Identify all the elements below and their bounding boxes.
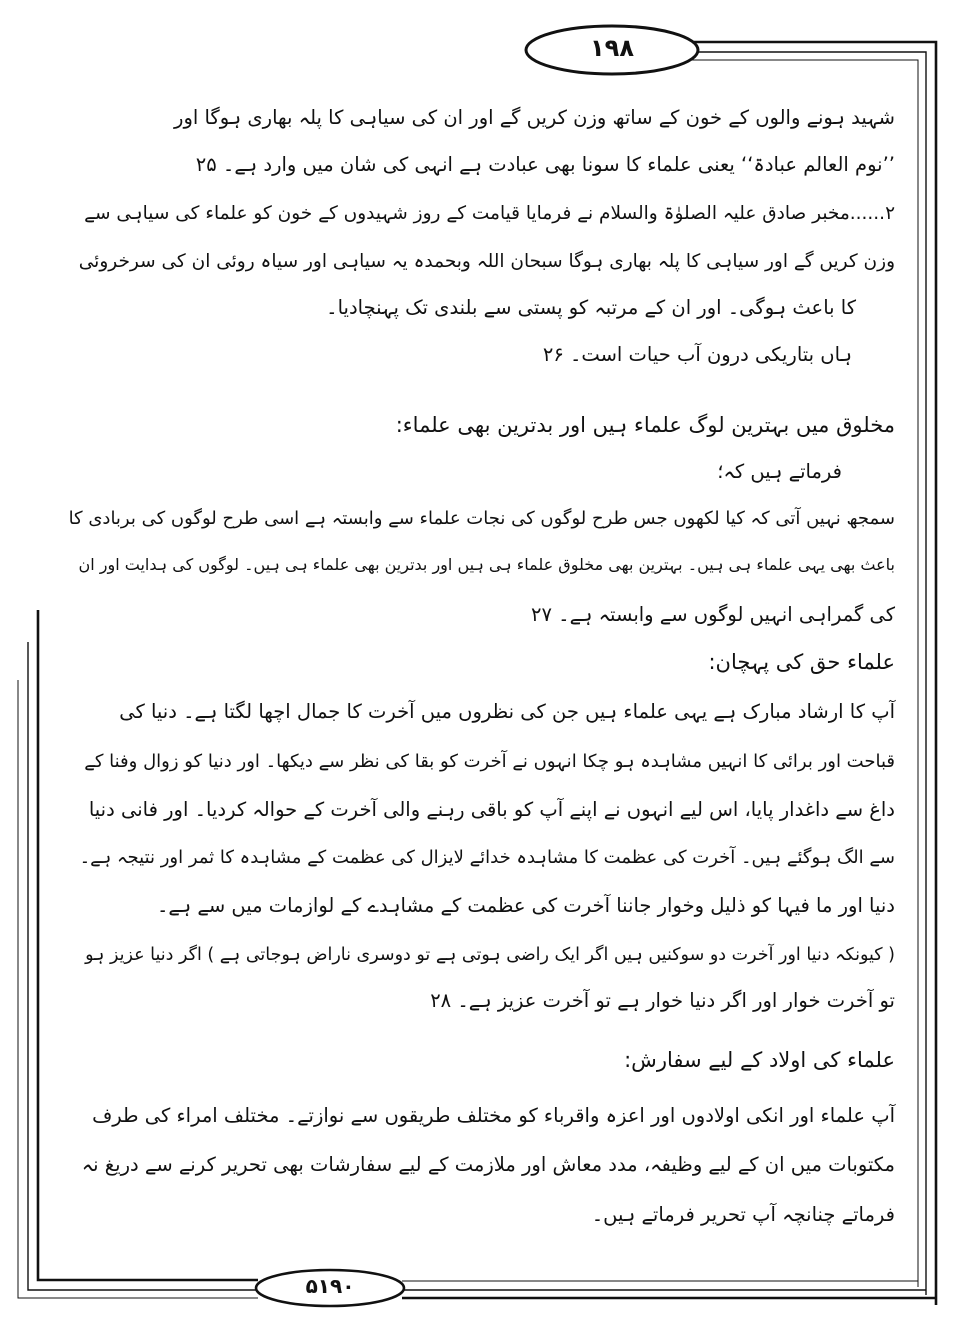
text-line-13: آپ کا ارشاد مبارک ہے یہی علماء ہیں جن کی نظروں میں آخرت کا جمال اچھا لگتا ہے۔ دنیا کی <box>119 700 895 723</box>
text-line-3: ۲......مخبر صادق علیہ الصلوٰۃ والسلام نے فرمایا قیامت کے روز شہیدوں کے خون کو علماء کی سیاہی سے <box>84 203 895 224</box>
text-line-2: ’’نوم العالم عبادۃ‘‘ یعنی علماء کا سونا بھی عبادت ہے انہی کی شان میں وارد ہے۔ ۲۵ <box>195 153 895 176</box>
header-page-number: ۱۹۸ <box>590 34 634 62</box>
text-line-5: کا باعث ہوگی۔ اور ان کے مرتبہ کو پستی سے بلندی تک پہنچادیا۔ <box>326 296 856 319</box>
text-line-8: فرماتے ہیں کہ؛ <box>717 460 842 483</box>
text-line-1: شہید ہونے والوں کے خون کے ساتھ وزن کریں گے اور ان کی سیاہی کا پلہ بھاری ہوگا اور <box>174 106 895 129</box>
footer-page-number: ۵۱۹۰ <box>305 1274 355 1298</box>
section-heading-2: علماء حق کی پہچان: <box>708 650 895 674</box>
text-line-4: وزن کریں گے اور سیاہی کا پلہ بھاری ہوگا سبحان اللہ وبحمدہ یہ سیاہی اور سیاہ روئی ان کی سرخروئی <box>78 251 895 272</box>
text-line-11: کی گمراہی انہیں لوگوں سے وابستہ ہے۔ ۲۷ <box>531 603 895 626</box>
text-line-15: داغ سے داغدار پایا، اس لیے انہوں نے اپنے آپ کو باقی رہنے والی آخرت کے حوالہ کردیا۔ اور فانی دنیا <box>88 798 895 821</box>
text-line-14: قباحت اور برائی کا انہیں مشاہدہ ہو چکا انہوں نے آخرت کو بقا کی نظر سے دیکھا۔ اور دنیا کو زوال وفنا کے <box>84 751 895 772</box>
text-line-23: فرماتے چنانچہ آپ تحریر فرماتے ہیں۔ <box>591 1203 895 1226</box>
text-line-9: سمجھ نہیں آتی کہ کیا لکھوں جس طرح لوگوں کی نجات علماء سے وابستہ ہے اسی طرح لوگوں کی بربادی کا <box>68 508 895 529</box>
text-line-10: باعث بھی یہی علماء ہی ہیں۔ بہترین بھی مخلوق علماء ہی ہیں اور بدترین بھی علماء ہی ہیں۔ لوگوں کی ہدایت اور ان <box>78 555 895 574</box>
section-heading-3: علماء کی اولاد کے لیے سفارش: <box>624 1048 895 1072</box>
text-line-21: آپ علماء اور انکی اولادوں اور اعزہ واقرباء کو مختلف طریقوں سے نوازتے۔ مختلف امراء کی طرف <box>92 1104 895 1127</box>
text-line-18: ( کیونکہ دنیا اور آخرت دو سوکنیں ہیں اگر ایک راضی ہوتی ہے تو دوسری ناراض ہوجاتی ہے ) اگر دنیا عزیز ہو <box>85 945 895 965</box>
text-line-22: مکتوبات میں ان کے لیے وظیفہ، مدد معاش اور ملازمت کے لیے سفارشات بھی تحریر کرنے سے دریغ نہ <box>81 1153 895 1176</box>
text-line-17: دنیا اور ما فیہا کو ذلیل وخوار جاننا آخرت کی عظمت کے مشاہدے کے لوازمات میں سے ہے۔ <box>156 894 895 917</box>
text-line-16: سے الگ ہوگئے ہیں۔ آخرت کی عظمت کا مشاہدہ خدائے لایزال کی عظمت کے مشاہدہ کا ثمر اور نتیجہ ہے۔ <box>79 847 895 868</box>
text-line-19: تو آخرت خوار اور اگر دنیا خوار ہے تو آخرت عزیز ہے۔ ۲۸ <box>430 989 895 1012</box>
section-heading-1: مخلوق میں بہترین لوگ علماء ہیں اور بدترین بھی علماء: <box>395 413 895 437</box>
text-line-6: ہاں بتاریکی درون آب حیات است۔ ۲۶ <box>542 343 852 366</box>
